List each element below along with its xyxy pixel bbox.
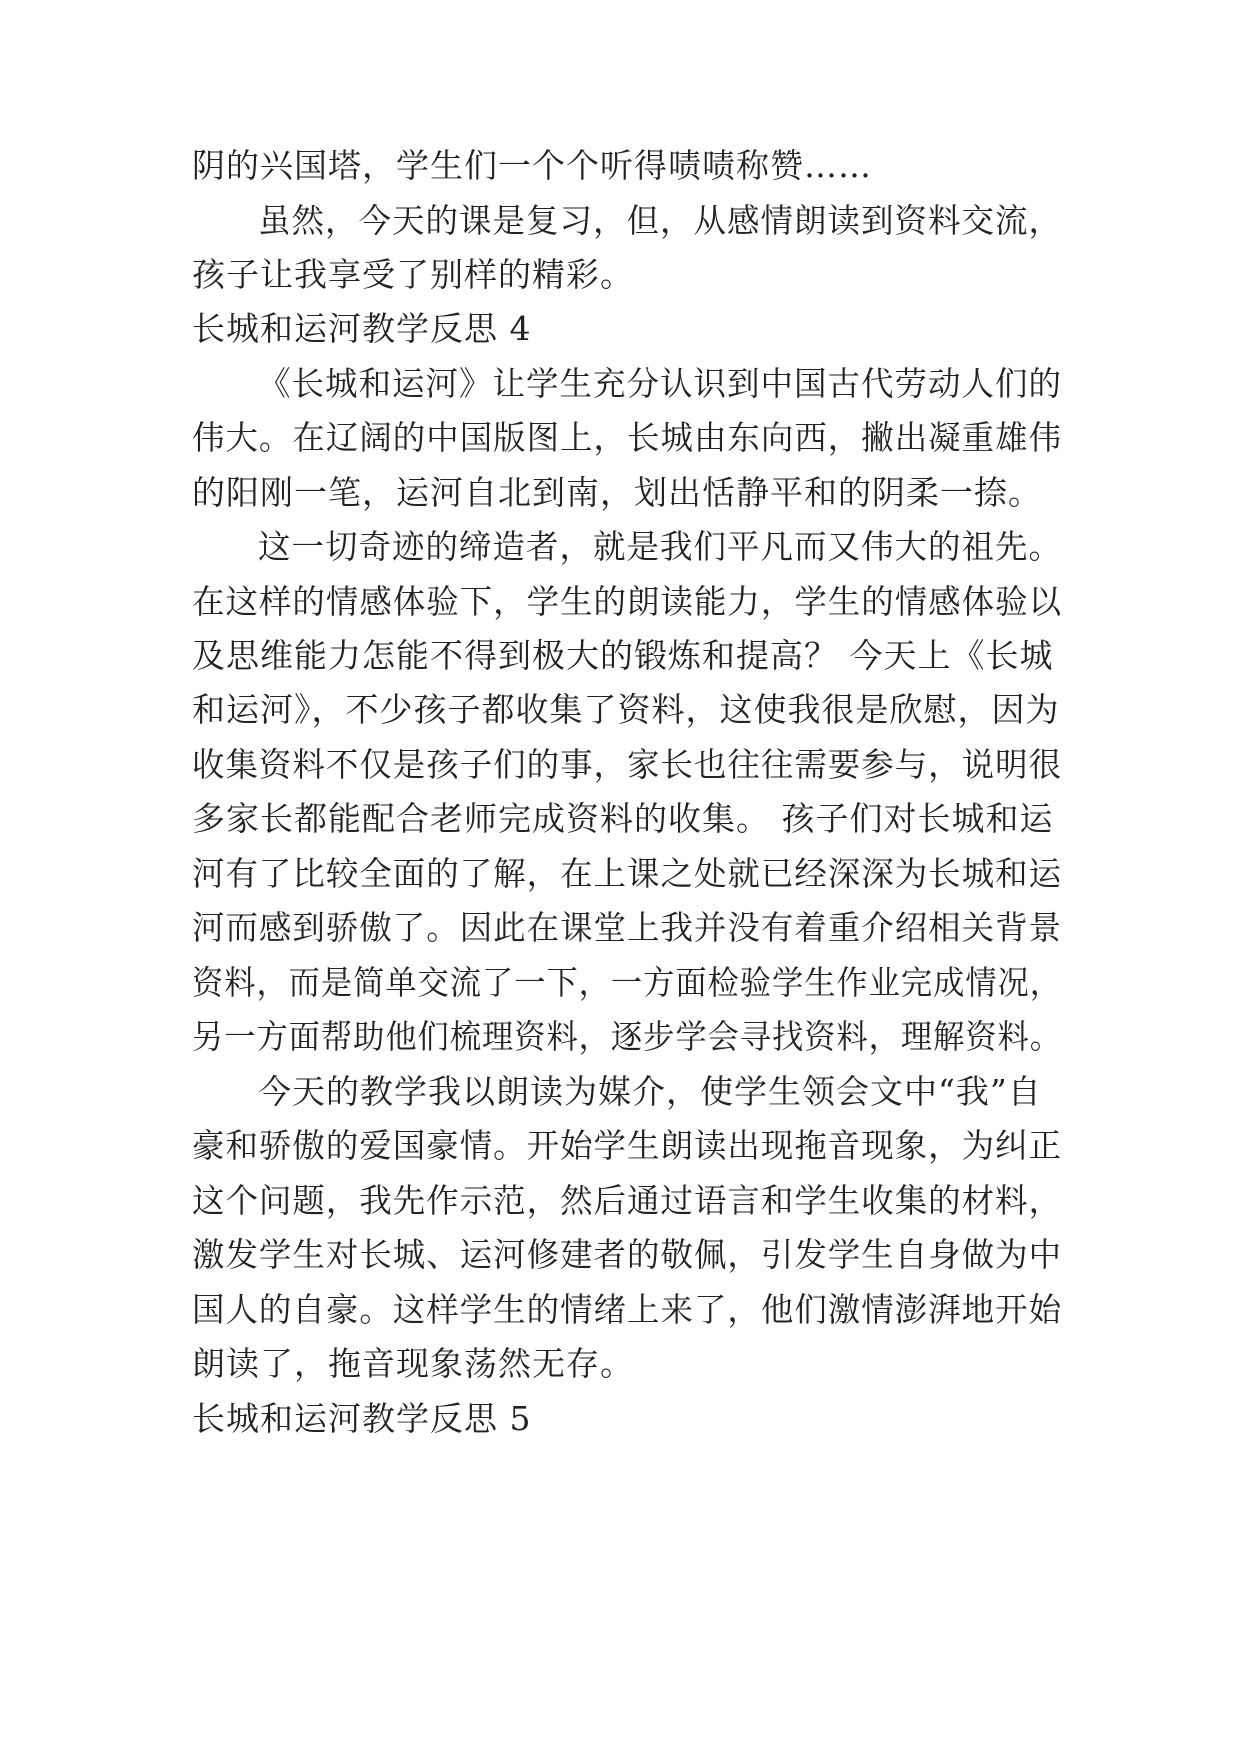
section-heading: 长城和运河教学反思 4	[192, 309, 532, 348]
paragraph-line: 河有了比较全面的了解，在上课之处就已经深深为长城和运	[192, 854, 1063, 893]
paragraph-line: 阴的兴国塔，学生们一个个听得啧啧称赞……	[192, 146, 872, 185]
paragraph-line: 虽然，今天的课是复习，但，从感情朗读到资料交流，	[258, 201, 1063, 240]
section-heading: 长城和运河教学反思 5	[192, 1399, 532, 1438]
paragraph-line: 收集资料不仅是孩子们的事，家长也往往需要参与，说明很	[192, 745, 1063, 784]
paragraph-line: 及思维能力怎能不得到极大的锻炼和提高？ 今天上《长城	[192, 636, 1054, 675]
paragraph-line: 伟大。在辽阔的中国版图上，长城由东向西，撇出凝重雄伟	[192, 418, 1063, 457]
paragraph-line: 激发学生对长城、运河修建者的敬佩，引发学生自身做为中	[192, 1235, 1063, 1274]
paragraph-line: 国人的自豪。这样学生的情绪上来了，他们激情澎湃地开始	[192, 1290, 1063, 1329]
paragraph-line: 豪和骄傲的爱国豪情。开始学生朗读出现拖音现象，为纠正	[192, 1126, 1063, 1165]
paragraph-line: 另一方面帮助他们梳理资料，逐步学会寻找资料，理解资料。	[192, 1017, 1062, 1056]
paragraph-line: 朗读了，拖音现象荡然无存。	[192, 1344, 634, 1383]
paragraph-line: 多家长都能配合老师完成资料的收集。 孩子们对长城和运	[192, 799, 1054, 838]
paragraph-line: 河而感到骄傲了。因此在课堂上我并没有着重介绍相关背景	[192, 908, 1063, 947]
paragraph-line: 《长城和运河》让学生充分认识到中国古代劳动人们的	[258, 364, 1063, 403]
paragraph-line: 和运河》，不少孩子都收集了资料，这使我很是欣慰，因为	[192, 690, 1060, 729]
paragraph-line: 这一切奇迹的缔造者，就是我们平凡而又伟大的祖先。	[258, 527, 1063, 566]
paragraph-line: 的阳刚一笔，运河自北到南，划出恬静平和的阴柔一捺。	[192, 473, 1042, 512]
paragraph-line: 在这样的情感体验下，学生的朗读能力，学生的情感体验以	[192, 582, 1063, 621]
paragraph-line: 资料，而是简单交流了一下，一方面检验学生作业完成情况，	[192, 963, 1062, 1002]
paragraph-line: 这个问题，我先作示范，然后通过语言和学生收集的材料，	[192, 1181, 1063, 1220]
paragraph-line: 今天的教学我以朗读为媒介，使学生领会文中“我”自	[258, 1072, 1042, 1111]
paragraph-line: 孩子让我享受了别样的精彩。	[192, 255, 634, 294]
